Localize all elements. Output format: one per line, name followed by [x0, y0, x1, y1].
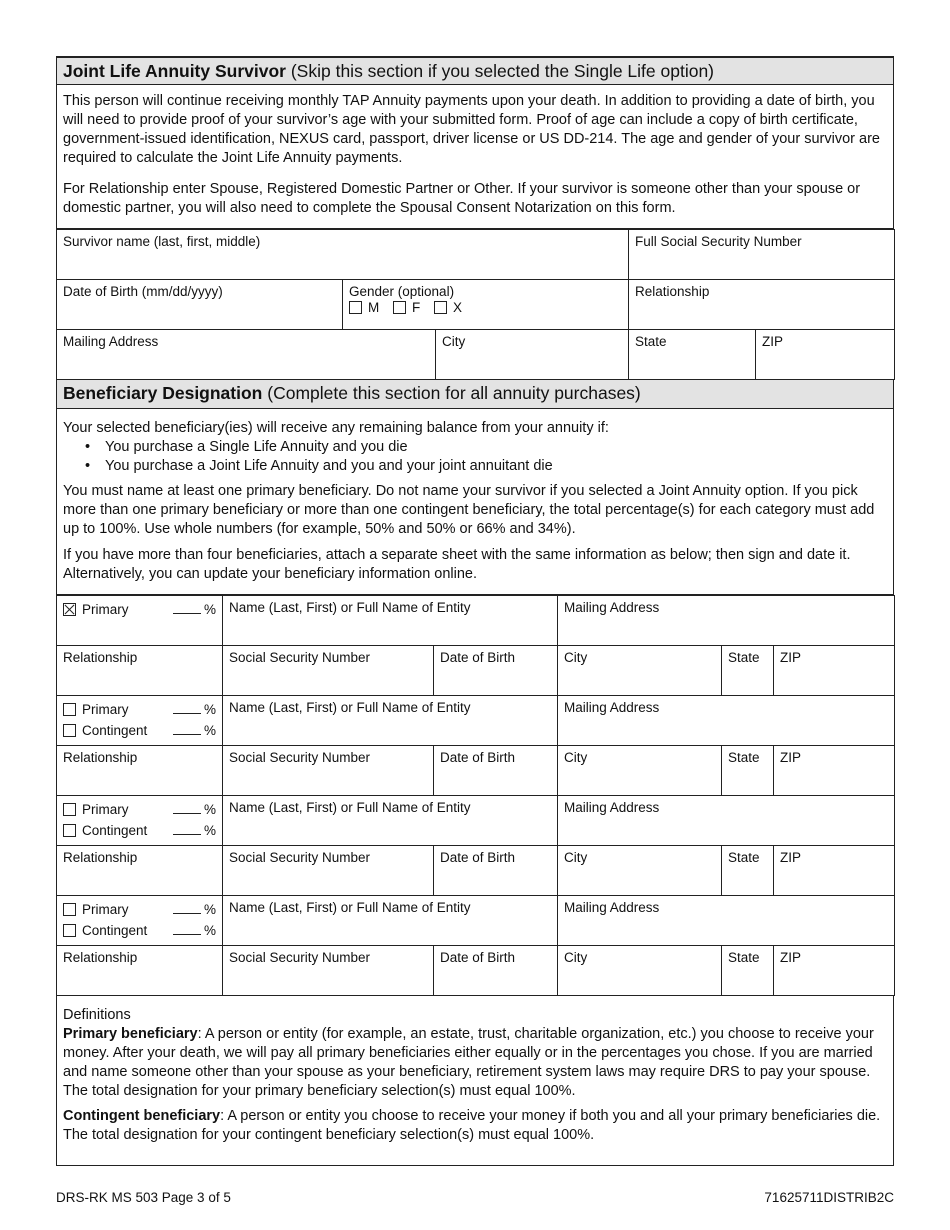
bullet-item: • You purchase a Joint Life Annuity and you and your joint annuitant die	[63, 457, 887, 476]
survivor-dob-field[interactable]: Date of Birth (mm/dd/yyyy)	[57, 280, 343, 330]
beneficiary-1-type: Primary %	[57, 596, 223, 646]
beneficiary-4-address-field[interactable]: Mailing Address	[558, 896, 895, 946]
beneficiary-3-row-a	[57, 796, 895, 846]
beneficiary-3-name-field[interactable]: Name (Last, First) or Full Name of Entity	[223, 796, 558, 846]
survivor-address-field[interactable]: Mailing Address	[57, 330, 436, 380]
bullet-item: • You purchase a Single Life Annuity and you die	[63, 438, 887, 457]
beneficiary-2-row-a	[57, 696, 895, 746]
beneficiary-2-relationship-field[interactable]: Relationship	[57, 746, 223, 796]
beneficiary-instructions	[56, 408, 894, 595]
beneficiary-4-state-field[interactable]: State	[722, 946, 774, 996]
beneficiary-4-dob-field[interactable]: Date of Birth	[434, 946, 558, 996]
primary-text: : A person or entity (for example, an estate, trust, charitable organization, etc.) you choose to receive your money. After your death, we will pay all primary beneficiaries either equally or in the percentages you chose. If you are married and name someone other than your spouse as your beneficiary, retirement system laws may require DRS to pay your spouse. The total designation for your primary beneficiary selection(s) must equal 100%.	[63, 1026, 874, 1099]
beneficiary-3-type: Primary % Contingent %	[57, 796, 223, 846]
beneficiary-2-address-field[interactable]: Mailing Address	[558, 696, 895, 746]
beneficiary-1-name-field[interactable]: Name (Last, First) or Full Name of Entity	[223, 596, 558, 646]
beneficiary-intro: Your selected beneficiary(ies) will receive any remaining balance from your annuity if:	[63, 420, 609, 436]
beneficiary-bullets	[63, 438, 887, 476]
beneficiary-4-primary-checkbox[interactable]	[63, 903, 76, 916]
beneficiary-1-primary-pct[interactable]	[173, 602, 201, 614]
beneficiary-4-zip-field[interactable]: ZIP	[774, 946, 895, 996]
beneficiary-1-relationship-field[interactable]: Relationship	[57, 646, 223, 696]
footer-form-id: DRS-RK MS 503 Page 3 of 5	[56, 1190, 231, 1205]
beneficiary-3-primary-pct[interactable]	[173, 802, 201, 814]
contingent-text: : A person or entity you choose to receive your money if both you and all your primary beneficiaries die. The total designation for your contingent beneficiary selection(s) must equal 100%.	[63, 1108, 881, 1143]
survivor-name-field[interactable]: Survivor name (last, first, middle)	[57, 230, 629, 280]
beneficiary-4-type: Primary % Contingent %	[57, 896, 223, 946]
beneficiary-4-relationship-field[interactable]: Relationship	[57, 946, 223, 996]
survivor-ssn-field[interactable]: Full Social Security Number	[629, 230, 895, 280]
beneficiary-3-ssn-field[interactable]: Social Security Number	[223, 846, 434, 896]
beneficiary-1-city-field[interactable]: City	[558, 646, 722, 696]
beneficiary-1-state-field[interactable]: State	[722, 646, 774, 696]
beneficiary-2-contingent-checkbox[interactable]	[63, 724, 76, 737]
beneficiary-3-state-field[interactable]: State	[722, 846, 774, 896]
beneficiary-3-dob-field[interactable]: Date of Birth	[434, 846, 558, 896]
survivor-city-field[interactable]: City	[436, 330, 629, 380]
gender-m-checkbox[interactable]	[349, 301, 362, 314]
beneficiary-title: Beneficiary Designation	[63, 383, 263, 403]
beneficiary-2-contingent-pct[interactable]	[173, 723, 201, 735]
beneficiary-4-row-a	[57, 896, 895, 946]
beneficiary-4-contingent-pct[interactable]	[173, 923, 201, 935]
contingent-term: Contingent beneficiary	[63, 1108, 221, 1124]
primary-term: Primary beneficiary	[63, 1026, 198, 1042]
survivor-instructions	[56, 84, 894, 229]
survivor-title: Joint Life Annuity Survivor	[63, 61, 286, 81]
beneficiary-2-ssn-field[interactable]: Social Security Number	[223, 746, 434, 796]
beneficiary-1-zip-field[interactable]: ZIP	[774, 646, 895, 696]
beneficiary-2-primary-pct[interactable]	[173, 702, 201, 714]
survivor-state-field[interactable]: State	[629, 330, 756, 380]
survivor-para-2: For Relationship enter Spouse, Registered Domestic Partner or Other. If your survivor is someone other than your spouse or domestic partner, you will also need to complete the Spousal Consent Notarization on this form.	[63, 181, 861, 216]
beneficiary-1-row-b	[57, 646, 895, 696]
gender-f-checkbox[interactable]	[393, 301, 406, 314]
survivor-relationship-field[interactable]: Relationship	[629, 280, 895, 330]
beneficiary-2-name-field[interactable]: Name (Last, First) or Full Name of Entity	[223, 696, 558, 746]
beneficiary-3-primary-checkbox[interactable]	[63, 803, 76, 816]
beneficiary-table	[56, 595, 895, 996]
survivor-zip-field[interactable]: ZIP	[756, 330, 895, 380]
form-page	[56, 56, 894, 1166]
survivor-gender-field: Gender (optional) M F X	[343, 280, 629, 330]
footer-doc-code: 71625711DISTRIB2C	[764, 1190, 894, 1205]
contingent-definition	[63, 1107, 887, 1145]
beneficiary-4-primary-pct[interactable]	[173, 902, 201, 914]
beneficiary-2-zip-field[interactable]: ZIP	[774, 746, 895, 796]
survivor-section-header	[56, 56, 894, 84]
beneficiary-subtitle: (Complete this section for all annuity purchases)	[267, 383, 641, 403]
beneficiary-4-name-field[interactable]: Name (Last, First) or Full Name of Entity	[223, 896, 558, 946]
beneficiary-2-city-field[interactable]: City	[558, 746, 722, 796]
definitions-box	[56, 996, 894, 1166]
beneficiary-1-ssn-field[interactable]: Social Security Number	[223, 646, 434, 696]
primary-definition	[63, 1025, 887, 1101]
beneficiary-4-ssn-field[interactable]: Social Security Number	[223, 946, 434, 996]
beneficiary-para-2: You must name at least one primary beneficiary. Do not name your survivor if you selected a Joint Annuity option. If you pick more than one primary beneficiary or more than one contingent beneficiary, the total percentage(s) for each category must add up to 100%. Use whole numbers (for example, 50% and 50% or 66% and 34%).	[63, 483, 875, 537]
beneficiary-section-header	[56, 380, 894, 408]
survivor-subtitle: (Skip this section if you selected the Single Life option)	[290, 61, 715, 81]
beneficiary-3-relationship-field[interactable]: Relationship	[57, 846, 223, 896]
beneficiary-4-city-field[interactable]: City	[558, 946, 722, 996]
beneficiary-4-row-b	[57, 946, 895, 996]
beneficiary-3-contingent-checkbox[interactable]	[63, 824, 76, 837]
beneficiary-3-row-b	[57, 846, 895, 896]
beneficiary-para-3: If you have more than four beneficiaries, attach a separate sheet with the same information as below; then sign and date it. Alternatively, you can update your beneficiary information online.	[63, 547, 851, 582]
survivor-fields-table	[56, 229, 895, 380]
beneficiary-1-dob-field[interactable]: Date of Birth	[434, 646, 558, 696]
survivor-para-1: This person will continue receiving monthly TAP Annuity payments upon your death. In addition to providing a date of birth, you will need to provide proof of your survivor’s age with your submitted form. Proof of age can include a copy of birth certificate, government-issued identification, NEXUS card, passport, driver license or US DD-214. The age and gender of your survivor are required to calculate the Joint Life Annuity payments.	[63, 93, 880, 166]
beneficiary-3-address-field[interactable]: Mailing Address	[558, 796, 895, 846]
beneficiary-3-contingent-pct[interactable]	[173, 823, 201, 835]
beneficiary-2-row-b	[57, 746, 895, 796]
beneficiary-3-city-field[interactable]: City	[558, 846, 722, 896]
beneficiary-3-zip-field[interactable]: ZIP	[774, 846, 895, 896]
beneficiary-1-primary-checkbox[interactable]	[63, 603, 76, 616]
beneficiary-2-dob-field[interactable]: Date of Birth	[434, 746, 558, 796]
beneficiary-1-address-field[interactable]: Mailing Address	[558, 596, 895, 646]
beneficiary-2-state-field[interactable]: State	[722, 746, 774, 796]
definitions-heading: Definitions	[63, 1007, 131, 1023]
beneficiary-2-primary-checkbox[interactable]	[63, 703, 76, 716]
gender-x-checkbox[interactable]	[434, 301, 447, 314]
beneficiary-2-type: Primary % Contingent %	[57, 696, 223, 746]
beneficiary-1-row-a	[57, 596, 895, 646]
beneficiary-4-contingent-checkbox[interactable]	[63, 924, 76, 937]
